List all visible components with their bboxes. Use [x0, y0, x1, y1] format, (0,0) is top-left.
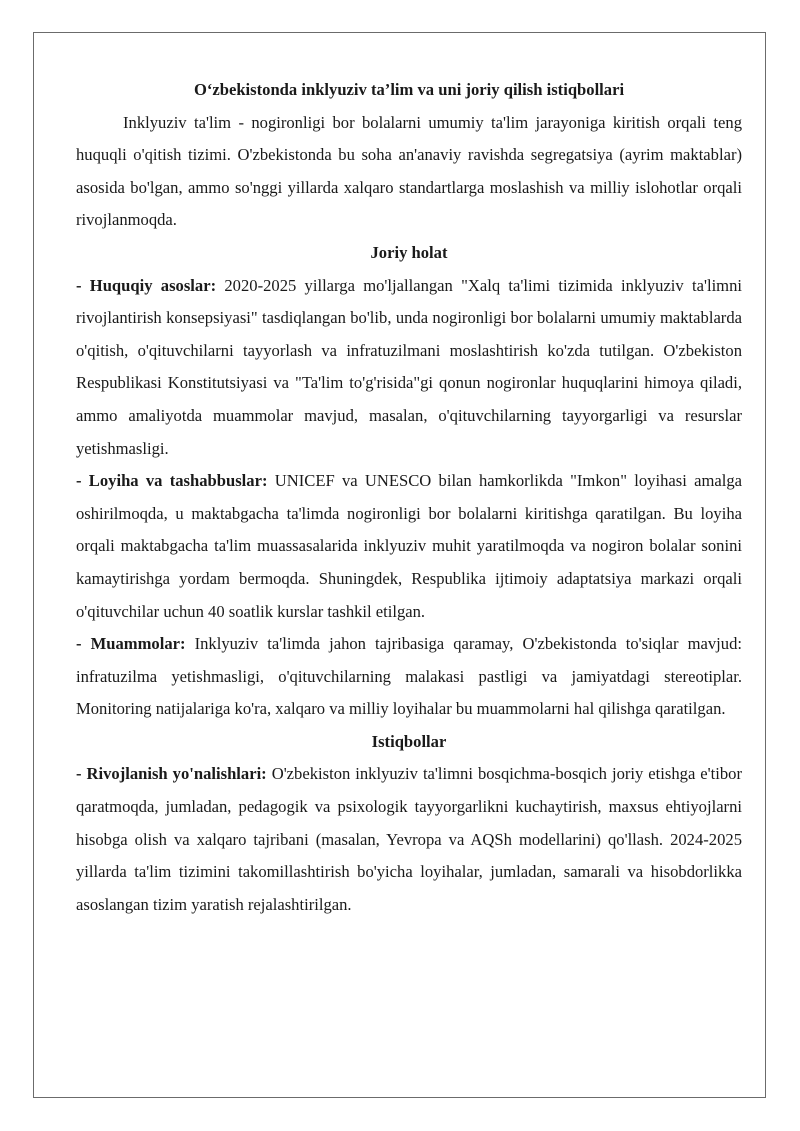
text-projects: UNICEF va UNESCO bilan hamkorlikda "Imkon" loyihasi amalga oshirilmoqda, u maktabgacha ta'limda nogironligi bor bolalarni kiritishga qaratilgan. Bu loyiha orqali maktabgacha ta'lim muassasalarida inklyuziv muhit yaratilmoqda va nogiron bolalar sonini kamaytirishga yordam bermoqda. Shuningdek, Respublika ijtimoiy adaptatsiya markazi orqali o'qituvchilar uchun 40 soatlik kurslar tashkil etilgan. [76, 471, 742, 621]
paragraph-problems [76, 628, 742, 726]
text-problems: Inklyuziv ta'limda jahon tajribasiga qaramay, O'zbekistonda to'siqlar mavjud: infratuzilma yetishmasligi, o'qituvchilarning malakasi pastligi va jamiyatdagi stereotiplar. Monitoring natijalariga ko'ra, xalqaro va milliy loyihalar bu muammolarni hal qilishga qaratilgan. [76, 634, 742, 719]
label-projects: - Loyiha va tashabbuslar: [76, 471, 268, 491]
intro-paragraph: Inklyuziv ta'lim - nogironligi bor bolalarni umumiy ta'lim jarayoniga kiritish orqali teng huquqli o'qitish tizimi. O'zbekistonda bu soha an'anaviy ravishda segregatsiya (ayrim maktablar) asosida bo'lgan, ammo so'nggi yillarda xalqaro standartlarga moslashish va milliy islohotlar orqali rivojlanmoqda. [76, 112, 742, 230]
text-directions: O'zbekiston inklyuziv ta'limni bosqichma-bosqich joriy etishga e'tibor qaratmoqda, jumladan, pedagogik va psixologik tayyorgarlikni kuchaytirish, maxsus ehtiyojlarni hisobga olish va xalqaro tajribani (masalan, Yevropa va AQSh modellarini) qo'llash. 2024-2025 yillarda ta'lim tizimini takomillashtirish bo'yicha loyihalar, jumladan, samarali va hisobdorlikka asoslangan tizim yaratish rejalashtirilgan. [76, 764, 743, 914]
paragraph-directions [76, 758, 742, 921]
label-legal-basis: - Huquqiy asoslar: [76, 275, 217, 295]
section-heading-prospects: Istiqbollar [371, 731, 447, 751]
section-heading-current-state: Joriy holat [370, 242, 448, 262]
text-legal-basis: 2020-2025 yillarga mo'ljallangan "Xalq ta'limi tizimida inklyuziv ta'limni rivojlantirish konsepsiyasi" tasdiqlangan bo'lib, unda nogironligi bor bolalarni umumiy maktablarda o'qitish, o'qituvchilarni tayyorlash va infratuzilmani moslashtirish ko'zda tutilgan. O'zbekiston Respublikasi Konstitutsiyasi va "Ta'lim to'g'risida"gi qonun nogironlar huquqlarini himoya qiladi, ammo amaliyotda muammolar mavjud, masalan, o'qituvchilarning tayyorgarligi va resurslar yetishmasligi. [76, 275, 742, 458]
document-body [76, 74, 742, 921]
label-problems: - Muammolar: [76, 634, 186, 654]
paragraph-legal-basis [76, 270, 742, 466]
paragraph-projects [76, 465, 742, 628]
label-directions: - Rivojlanish yo'nalishlari: [76, 764, 267, 784]
document-title: O‘zbekistonda inklyuziv ta’lim va uni joriy qilish istiqbollari [193, 80, 625, 99]
